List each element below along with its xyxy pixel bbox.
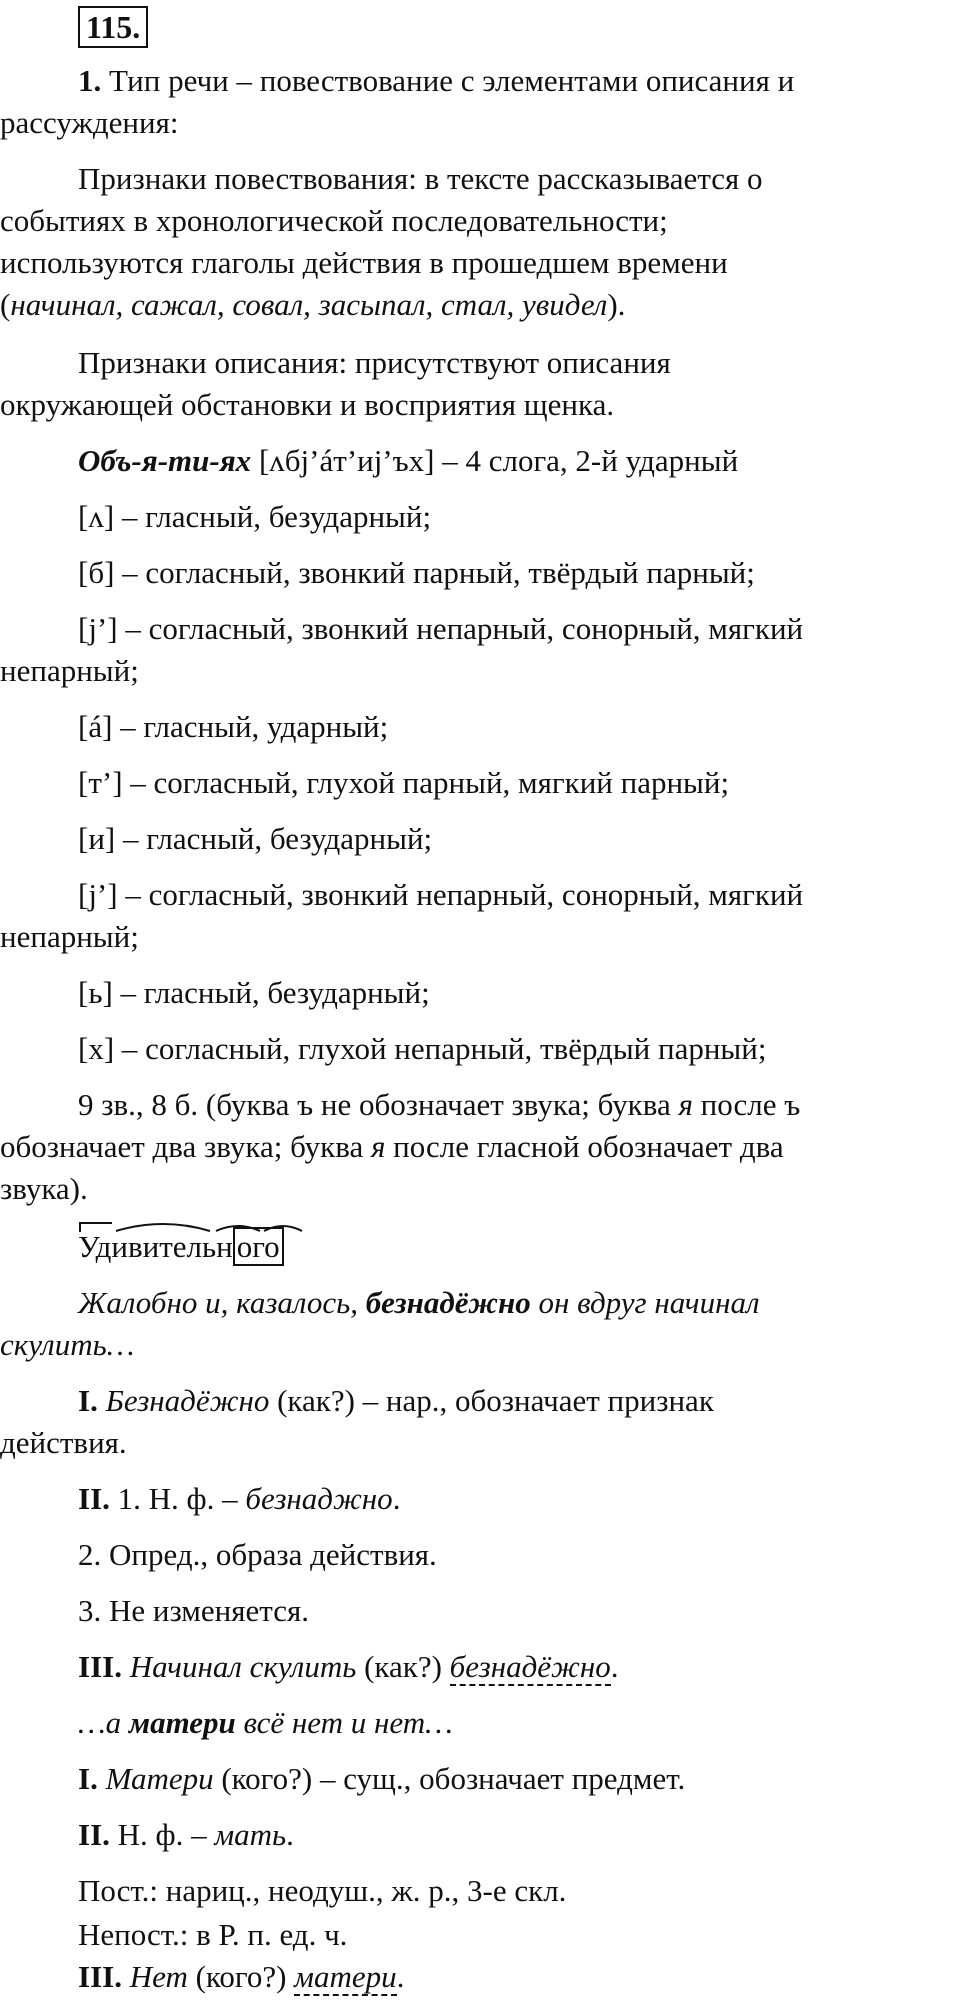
morpheme-marks-icon xyxy=(78,1220,318,1232)
analysis-2-post: Пост.: нариц., неодуш., ж. р., 3-е скл. xyxy=(78,1873,567,1908)
analysis-1-III: III. Начинал скулить (как?) безнадёжно. xyxy=(78,1649,619,1684)
phonetic-line-7: [j’] – согласный, звонкий непарный, сонорный, мягкий xyxy=(78,877,804,912)
paragraph-1-line-1: 1. Тип речи – повествование с элементами описания и xyxy=(78,63,795,98)
analysis-2-III: III. Нет (кого?) матери. xyxy=(78,1959,405,1994)
verbs-list: начинал, сажал, совал, засыпал, стал, увидел xyxy=(10,287,608,322)
analysis-1-II-3: 3. Не изменяется. xyxy=(78,1593,309,1628)
phonetic-line-9: [х] – согласный, глухой непарный, твёрдый парный; xyxy=(78,1031,767,1066)
summary-line-2: обозначает два звука; буква я после гласной обозначает два xyxy=(0,1129,784,1164)
paragraph-3-line-1: Признаки описания: присутствуют описания xyxy=(78,345,671,380)
analysis-2-I: I. Матери (кого?) – сущ., обозначает предмет. xyxy=(78,1761,686,1796)
object-underline: матери xyxy=(294,1959,397,1994)
ending-box: ого xyxy=(233,1227,284,1266)
analysis-1-I-cont: действия. xyxy=(0,1425,127,1460)
highlighted-word-2: матери xyxy=(128,1705,236,1740)
paragraph-1-line-2: рассуждения: xyxy=(0,105,179,140)
morpheme-word: Удивительн ого xyxy=(78,1226,284,1268)
morpheme-analysis xyxy=(0,1226,960,1268)
analysis-2-II: II. Н. ф. – мать. xyxy=(78,1817,294,1852)
sentence-1-line-2: скулить… xyxy=(0,1327,135,1362)
analysis-1-II: II. 1. Н. ф. – безнаджно. xyxy=(78,1481,401,1516)
phonetic-line-8: [ь] – гласный, безударный; xyxy=(78,975,430,1010)
phonetic-line-4: [á] – гласный, ударный; xyxy=(78,709,389,744)
phonetic-line-3: [j’] – согласный, звонкий непарный, сонорный, мягкий xyxy=(78,611,804,646)
analysis-2-nepost: Непост.: в Р. п. ед. ч. xyxy=(78,1917,348,1952)
phonetic-word-line xyxy=(0,440,960,482)
adverbial-underline: безнадёжно xyxy=(449,1649,611,1684)
paragraph-2-line-4: (начинал, сажал, совал, засыпал, стал, увидел). xyxy=(0,287,626,322)
summary-line-1: 9 зв., 8 б. (буква ъ не обозначает звука; буква я после ъ xyxy=(78,1087,801,1122)
point-number: 1. xyxy=(78,63,102,98)
phonetic-line-5: [т’] – согласный, глухой парный, мягкий парный; xyxy=(78,765,730,800)
analysis-1-I: I. Безнадёжно (как?) – нар., обозначает признак xyxy=(78,1383,714,1418)
syllable-word: Объ-я-ти-ях xyxy=(78,443,252,478)
analysis-1-II-2: 2. Опред., образа действия. xyxy=(78,1537,437,1572)
phonetic-line-2: [б] – согласный, звонкий парный, твёрдый парный; xyxy=(78,555,755,590)
paragraph-3-line-2: окружающей обстановки и восприятия щенка. xyxy=(0,387,615,422)
summary-line-3: звука). xyxy=(0,1171,88,1206)
highlighted-word: безнадёжно xyxy=(365,1285,531,1320)
phonetic-line-7-cont: непарный; xyxy=(0,919,139,954)
sentence-1-line-1: Жалобно и, казалось, безнадёжно он вдруг начинал xyxy=(78,1285,760,1320)
phonetic-line-6: [и] – гласный, безударный; xyxy=(78,821,433,856)
paragraph-2-line-3: используются глаголы действия в прошедшем времени xyxy=(0,245,728,280)
phonetic-line-1: [ʌ] – гласный, безударный; xyxy=(78,499,432,534)
paragraph-2-line-1: Признаки повествования: в тексте рассказывается о xyxy=(78,161,763,196)
sentence-2: …а матери всё нет и нет… xyxy=(78,1705,453,1740)
paragraph-2-line-2: событиях в хронологической последовательности; xyxy=(0,203,668,238)
phonetic-line-3-cont: непарный; xyxy=(0,653,139,688)
exercise-number: 115. xyxy=(78,6,148,48)
transcription: [ʌбj’áт’иj’ъх] – 4 слога, 2-й ударный xyxy=(251,443,739,478)
